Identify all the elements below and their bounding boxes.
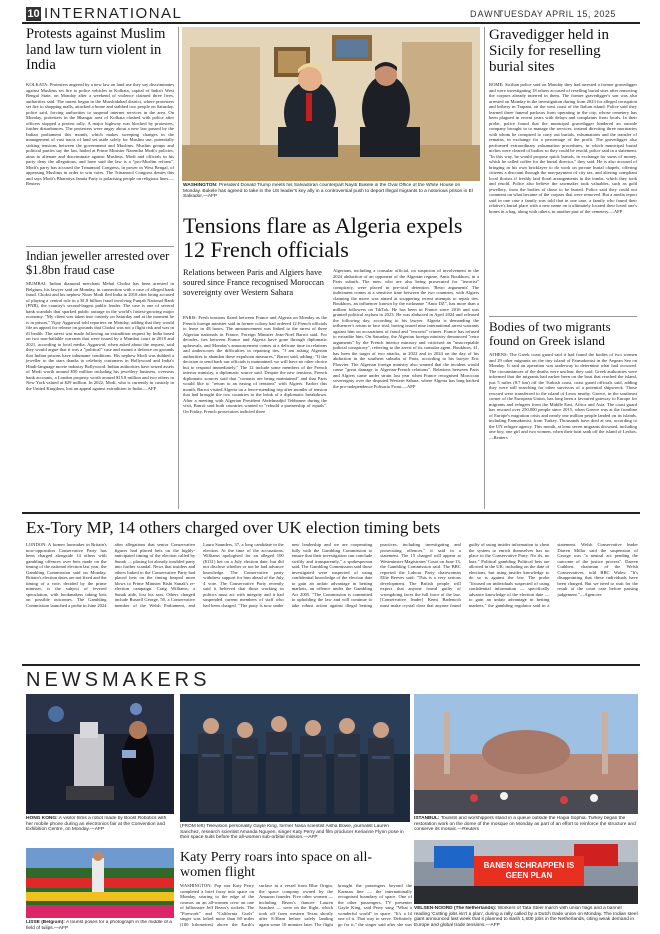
caption-text: Tourists and worshippers stand in a queue outside the Hagia Sophia. Turkey began the restoration work on the dome of the mosque on Monday as part of an effort to reinforce the structure and conserve its mosaic.—Reuters [414, 816, 636, 833]
katyperry-body: WASHINGTON: Pop star Katy Perry completed a brief foray into space on Monday, soaring to the edge of the cosmos on an all-women crew on one of billionaire Jeff Bezos's rockets. The "Firework" and "California Gurls" singer was lofted more than 60 miles (100 kilometres) above the Earth's surface in a vessel from Blue Origin, the space company owned by the Amazon founder. Five other women — including Bezos's fiancee Lauren Sanchez — were on the flight, which took off from western Texas shortly after 8:30am before safely landing again some 10 minutes later. The flight brought the passengers beyond the Karman line — the internationally recognised boundary of space. One of the other passengers, TV presenter Gayle King, said Perry sang "What a wonderful world" in space. "It's a lil one of it. That way to serve. Definitely go for it," the singer said after she was [180, 883, 412, 927]
divider [26, 246, 174, 247]
caption-location: VELSEN-NOORD (The Netherlands): [414, 906, 497, 911]
india-headline: Protests against Muslim land law turn violent in India [26, 26, 166, 73]
caption-location: WASHINGTON: [183, 183, 218, 188]
algeria-headline: Tensions flare as Algeria expels 12 French officials [183, 213, 463, 262]
algeria-col1: PARIS: Fresh tensions flared between France and Algeria on Monday as the French foreign minister said in former colony had ordered 12 French officials to leave in 48 hours. The announcement was linked to the arrest of three Algerian nationals in France, Foreign Minister Jean-Noel Barrot said. For decades, ties between France and Algeria have gone through diplomatic upheavals, and Monday's announcement comes at a delicate time in relations and underscores the difficulties in repairing ties. "I am asking Algerian authorities to abandon these expulsion measures," Barrot said, adding: "If the decision to send back our officials is maintained, we will have no other choice but to respond immediately." The 12 include some members of the French interior ministry, a diplomatic source said. Despite the new tensions, French diplomatic sources said that "contacts are being maintained" and that Paris would like to "return to an easing of tensions" with Algiers. Earlier this month, Barrot visited Algeria on a fence-mending trip after months of tension that had brought the two countries to the brink of a diplomatic breakdown. After a meeting with Algerian President Abdelmadjid Tebboune during the visit, Barrot said both countries wanted to "rebuild a partnership of equals". On Friday, French prosecutors indicted three [183, 315, 327, 414]
fraud-body: MUMBAI: Indian diamond merchant Mehul Choksi has been arrested in Belgium, his lawyer said on Monday, in connection with a case of alleged bank fraud. Choksi and his nephew Nirav Modi fled India in 2018 after being accused of playing a central role in a $1.8 billion fraud involving Punjab National Bank (PNB), the country's second-largest public lender. The case is one of several bank scandals that sparked public outrage in the world's fastest-growing major economy. "My client was taken into custody on Saturday and at the moment he is in prison," Vijay Aggarwal told reporters on Monday, adding that they would file an appeal for release on grounds that Choksi was not a flight risk and was in ill health. The arrest was made following an extradition request by India based on two non-bailable warrants that were issued by a Mumbai court in 2018 and 2021, according to local media. Aggarwal, when asked about the request, said they would argue that it was a "political" case and mount a defence on grounds that Indian prisons have inhumane conditions. His nephew Modi was dubbed a jeweller to the stars thanks to celebrity customers in Hollywood and India's Hindi-language movie industry Bollywood. Indian authorities have seized assets of Modi worth around $50 million including his jewellery business, overseas bank accounts, a London property worth around $15.8 million and two others in New York valued at $29 million. In 2022, Modi, who is currently in custody in the United Kingdom, lost an appeal against extradition to India.—AFP [26, 281, 174, 391]
protest-banner: BANEN SCHRAPPEN IS GEEN PLAN [474, 856, 584, 886]
tulip-photo [26, 848, 174, 918]
gravedigger-body: ROME: Sicilian police said on Monday they had arrested a former gravedigger and were investigating 18 others accused of reselling burial sites after removing the corpses already interred in them. The former gravedigger's son was also arrested on Monday in the investigation during from 2023 for alleged corruption and bribery in Trapani, on the west coast of the Italian island. Police said they learned three funeral parlours from operating in the city, whose cemetery has been plagued in recent years with delays and complaints from locals. In their probe, police found that the municipal gravedigger hindered an outside company brought in to manage the services, instead directing three mortuaries with whom he conspired to carry out burials, exhumations and the transfer of remains, in exchange for a percentage of the profit. The gravedigger also performed extraordinary exhumation procedures, in which municipal burial niches were cleared of bodies so they could be resold, police said in a statement. "In this way, he would propose quick burials, in exchange for sums of money, which he called coffee for the burial director," they said. He is also accused of bringing in his own bricklayer to do work on private burial chapels, offering citizens a discount through the non-payment of city tax, and altering compliant local florists if freshly laid floral arrangements in the tombs, which they took and resold. Police also believe the sawmaker took valuables, such as gold jewellery, from the bodies of those to be buried. Police said they could not comment on what became of the corpses that were removed. But a media report said in one case a family was told that in one case, a family who found their relative's burial place with a new name on it ultimately located their loved one's bones in a bag, along with others, in another part of the cemetery.—AFP [489, 82, 637, 214]
whitehouse-photo [182, 27, 480, 181]
whitehouse-caption [183, 183, 479, 205]
issue-date: TUESDAY APRIL 15, 2025 [498, 9, 616, 19]
gravedigger-headline: Gravedigger held in Sicily for reselling burial sites [489, 27, 609, 75]
section-title: INTERNATIONAL [44, 5, 183, 22]
protest-photo [414, 840, 638, 904]
page-number: 10 [27, 8, 40, 20]
caption-location: ISTANBUL: [414, 816, 440, 821]
caption-location: HONG KONG: [26, 816, 58, 821]
column-rule [484, 27, 485, 509]
istanbul-photo-art [414, 694, 638, 814]
migrants-headline: Bodies of two migrants found on Greek island [489, 319, 611, 348]
istanbul-photo [414, 694, 638, 814]
column-rule [178, 27, 179, 509]
tulip-photo-art [26, 848, 174, 918]
caption-text: President Donald Trump meets his Salvadoran counterpart Nayib Bukele in the Oval Office of the White House on Monday. Bukele has agreed to take in the US leader's key ally in a controversial push to deport illegal migrants to a notorious prison in El Salvador.—AFP [183, 183, 473, 200]
velsen-caption [414, 906, 638, 932]
section-rule [22, 664, 640, 666]
caption-text: A visitor films a robot made by Boost Robotics with her mobile phone during an electronics fair at the Convention and Exhibition Centre, on Monday.—AFP [26, 816, 167, 833]
migrants-body: ATHENS: The Greek coast guard said it had found the bodies of two women and 29 other migrants on the tiny island of Farmakonisi in the Aegean Sea on Monday. It said an operation was underway to determine what had occurred. The circumstances of the deaths were unclear, they said. Greek authorities were informed that the migrants had earlier been on the boat that reached the island, just 5 miles (8.7 km) off the Turkish coast, coast guard officials said, adding they were still searching for other survivors of a potential shipwreck. Those rescued were transferred to the island of Leros nearby. Greece, in the southeast corner of the European Union, has long been a favoured gateway to Europe for migrants and refugees from the Middle East, Africa and Asia. The coast guard has rescued over 250,000 people since 2015, when Greece was at the frontline of Europe's migration crisis and nearly one million people landed on its islands, including Farmakonisi, from Turkey. Thousands have died at sea, according to the UN refugee agency. This month, at least seven migrants drowned, including one boy, one girl and two women, when their boat sank off the island of Lesbos.—Reuters [489, 352, 637, 440]
robot-photo-art [26, 694, 174, 814]
robot-photo [26, 694, 174, 814]
whitehouse-photo-art [182, 27, 480, 181]
istanbul-caption [414, 816, 638, 838]
exmp-headline: Ex-Tory MP, 14 others charged over UK election timing bets [26, 518, 440, 537]
caption-location: LISSE (Belgium): [26, 920, 65, 925]
newsmakers-banner: NEWSMAKERS [26, 669, 211, 691]
fraud-headline: Indian jeweller arrested over $1.8bn fraud case [26, 249, 170, 277]
crew-caption: (FROM left) Television personality Gayle King, former Nasa scientist Aisha Bowe, journalist Lauren Sanchez, research scientist Amanda Nguyen, singer Katy Perry and film producer Kerianne Flynn pose in their space suits before the all-women sub-orbital mission.—AFP [180, 824, 404, 841]
exmp-body: LONDON: A former lawmaker in Britain's now-opposition Conservative Party has been charged alongside 14 others with gambling offences over bets made on the timing of the national election last year, the Gambling Commission said on Monday. Britain's election dates are not fixed and the timing of a vote, decided by the prime minister, is the subject of fevered speculation, with bookmakers taking bets on possible outcomes. The Gambling Commission launched a probe in June 2024 after allegations that senior Conservative figures had placed bets on the highly-anticipated timing of the election called by Sunak — placing lot already troubled party into further scandal. News that insiders and others linked to the Conservative Party had placed bets on the timing heaped more blows to Prime Minister Rishi Sunak's re-election campaign. Craig Williams, a Sunak aide, lost his seat. Others charged include Russell George, 50, a Conservative member of the Welsh Parliament, and Laura Saunders, 37, a long candidate in the election. At the time of the accusations, Williams apologised for an alleged 100 ($131) bet on a July election date, but did not disclose whether or not he had advance knowledge. The Conservative party withdrew support for him ahead of the July 4 vote. The Conservative Party recently said it believed that those working in politics must act with integrity and it had suspended current members of staff who had been charged. "The party is now under new leadership and we are cooperating fully with the Gambling Commission to ensure that their investigation can conclude swiftly and transparently," a spokesperson said. The Gambling Commission said those investigated were suspected of using confidential knowledge of the election date to gain an unfair advantage in betting markets, an offence under the Gambling Act 2005. "The Commission is committed to upholding the law and will continue to take robust action against illegal betting practices, including investigating and prosecuting offences," it said in a statement. The 15 charged will appear at Westminster Magistrates' Court on June 13, the Gambling Commission said. The BBC reported the Labour Party chairwoman Ellie Reeves said: "This is a very serious development. The British people will expect that anyone found guilty of wrongdoing faces the full force of the law. [Conservative leader] Kemi Badenoch must make crystal clear that anyone found guilty of using insider information to cheat the system to enrich themselves has no place in the Conservative Party. No ifs, no buts." Political gambling Political bets are allowed in the UK, including on the date of elections, but using insider knowledge to do so is against the law. The probe "focused on individuals suspected of using confidential information — specifically advance knowledge of the election date — to gain an unfair advantage in betting markets," the gambling regulator said in a statement. Welsh Conservative leader Darren Millar said the suspension of George was "a neutral act pending the outcome of the justice process". Darren Cuthbert, chairman of the Welsh Conservatives, told BBC Wales: "It's disappointing that these individuals have been charged. But we need to wait for the result of the court case before passing judgement."—Agencies [26, 542, 638, 608]
algeria-standfirst: Relations between Paris and Algiers have soured since France recognised Moroccan sovereignty over Western Sahara [183, 268, 324, 298]
hongkong-caption [26, 816, 174, 844]
masthead-rule [22, 22, 640, 24]
katyperry-headline: Katy Perry roars into space on all-women flight [180, 850, 373, 880]
masthead [22, 4, 640, 22]
caption-text: Workers of Tata Steel march with union flags and a banner reading 'Cutting jobs isn't a plan', during a rally called by a Dutch trade union on Monday. The Indian steel giant announced last week that it planned to slash 1,600 jobs in the Netherlands, citing weak demand in Europe and global trade tensions.—AFP [414, 906, 638, 928]
caption-text: A tourist poses for a photograph in the middle of a field of tulips.—AFP [26, 920, 172, 931]
crew-photo [180, 694, 410, 822]
paper-name: DAWN [470, 9, 502, 19]
section-rule [22, 512, 640, 514]
india-body: KOLKATA: Protesters angered by a new law on land use they say discriminates against Muslims set fire to police vehicles in Kolkata, capital of India's West Bengal State, on Monday after a weekend of violence claimed three lives, authorities said. The unrest began in the Murshidabad district, where protesters set fire to shopping malls, attacked a home and stabbed two people on Saturday, police said, forcing authorities to suspend internet services in the area. On Monday, protesters in the Bhangar area of Kolkata clashed with police after officers stopped a protest rally. A major highway was blocked by protesters, further disturbances. The protesters were angry about a new law passed by the Indian parliament this month, which makes sweeping changes in the management of vast tracts of land set aside solely for Muslim use, potentially stoking tensions between the government and Muslims. Muslim groups and political parties say the law, hailed at Prime Minister Narendra Modi's policies, aims to alienate and discriminate against Muslims. Modi and officials in his party deny the allegations, and have said the law is a "pro-Muslim reform". Modi's party has accused the Trinamool Congress, in power in West Bengal, of appeasing Muslims in order to win votes. The Trinamool Congress denies this and says Modi's Bharatiya Janata Party is polarising people on religious lines.—Reuters [26, 82, 174, 186]
lisse-caption [26, 920, 174, 932]
crew-photo-art [180, 694, 410, 822]
divider [489, 316, 637, 317]
algeria-col2: Algerians, including a consular official, on suspicion of involvement in the 2024 abduction of an opponent of the Algerian regime, Amir Boukhors, in a Paris suburb. The men, who are also being prosecuted for "terrorist" conspiracy, were placed in pre-trial detention. 'Retro arguments' The indictment comes at a sensitive time between the two countries, with Algiers claiming the move was aimed at scuppering recent attempts to repair ties. Boukhors, an influencer known by the nickname "Amir DZ", has more than a million followers on TikTok. He has been in France since 2016 and was granted political asylum in 2023. He was abducted in April 2024 and released the following day, according to his lawyer. Algeria is demanding the influencer's return to face trial, having issued nine international arrest warrants against him on accusations of fraud and "terrorist" crimes. France has refused to extradite him. On Saturday, the Algerian foreign ministry denounced "retro arguments" by the French interior ministry and criticised an "unacceptable judicial conspiracy", referring to the arrest of its consular agent. Boukhors, 41, has been the target of two attacks, in 2022 and in 2024 on the day of his abduction in the southern suburbs of Paris, according to his lawyer Eric Plouvier. The Algerian foreign ministry also warned that the incident would cause "great damage to Algerian-French relations". Relations between Paris and Algiers came under strain last year when France recognised Moroccan sovereignty over the disputed Western Sahara, where Algeria has long backed the pro-independence Polisario Front.—AFP [333, 268, 479, 389]
